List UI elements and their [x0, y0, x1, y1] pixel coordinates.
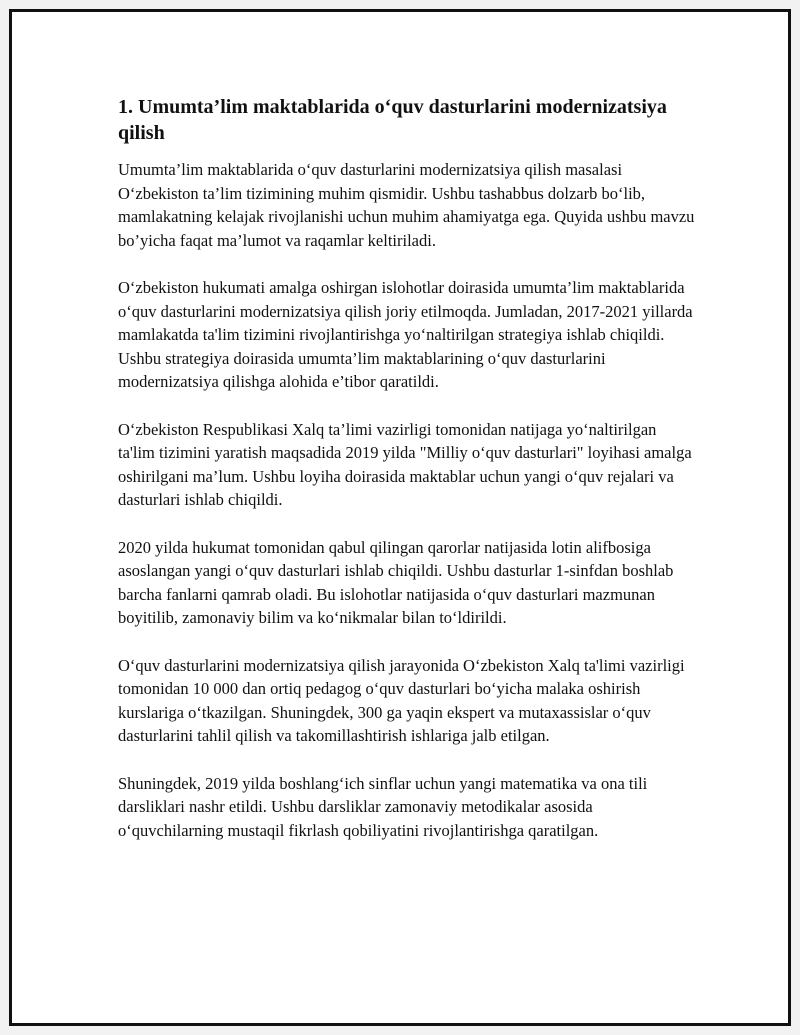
document-page: [9, 9, 791, 1026]
document-body: [118, 94, 696, 866]
paragraph-1: Umumta’lim maktablarida o‘quv dasturlarini modernizatsiya qilish masalasi O‘zbekiston ta’lim tizimining muhim qismidir. Ushbu tashabbus dolzarb bo‘lib, mamlakatning kelajak rivojlanishi uchun muhim ahamiyatga ega. Quyida ushbu mavzu bo’yicha faqat ma’lumot va raqamlar keltiriladi.: [118, 160, 695, 250]
paragraph-4: 2020 yilda hukumat tomonidan qabul qilingan qarorlar natijasida lotin alifbosiga asoslangan yangi o‘quv dasturlari ishlab chiqildi. Ushbu dasturlar 1-sinfdan boshlab barcha fanlarni qamrab oladi. Bu islohotlar natijasida o‘quv dasturlari mazmunan boyitilib, zamonaviy bilim va ko‘nikmalar bilan to‘ldirildi.: [118, 537, 674, 627]
paragraph-6: Shuningdek, 2019 yilda boshlang‘ich sinflar uchun yangi matematika va ona tili darsliklari nashr etildi. Ushbu darsliklar zamonaviy metodikalar asosida o‘quvchilarning mustaqil fikrlash qobiliyatini rivojlantirishga qaratilgan.: [118, 773, 648, 840]
paragraph-3: O‘zbekiston Respublikasi Xalq ta’limi vazirligi tomonidan natijaga yo‘naltirilgan ta'lim tizimini yaratish maqsadida 2019 yilda "Milliy o‘quv dasturlari" loyihasi amalga oshirilgani ma’lum. Ushbu loyiha doirasida maktablar uchun yangi o‘quv rejalari va dasturlari ishlab chiqildi.: [118, 419, 692, 509]
paragraph-2: O‘zbekiston hukumati amalga oshirgan islohotlar doirasida umumta’lim maktablarida o‘quv dasturlarini modernizatsiya qilish joriy etilmoqda. Jumladan, 2017-2021 yillarda mamlakatda ta'lim tizimini rivojlantirishga yo‘naltirilgan strategiya ishlab chiqildi. Ushbu strategiya doirasida umumta’lim maktablarining o‘quv dasturlarini modernizatsiya qilishga alohida e’tibor qaratildi.: [118, 278, 693, 391]
paragraph-5: O‘quv dasturlarini modernizatsiya qilish jarayonida O‘zbekiston Xalq ta'limi vazirligi tomonidan 10 000 dan ortiq pedagog o‘quv dasturlari bo‘yicha malaka oshirish kurslariga o‘tkazilgan. Shuningdek, 300 ga yaqin ekspert va mutaxassislar o‘quv dasturlarini tahlil qilish va takomillashtirish ishlariga jalb etilgan.: [118, 655, 685, 745]
section-heading: 1. Umumta’lim maktablarida o‘quv dasturlarini modernizatsiya qilish: [118, 96, 667, 144]
